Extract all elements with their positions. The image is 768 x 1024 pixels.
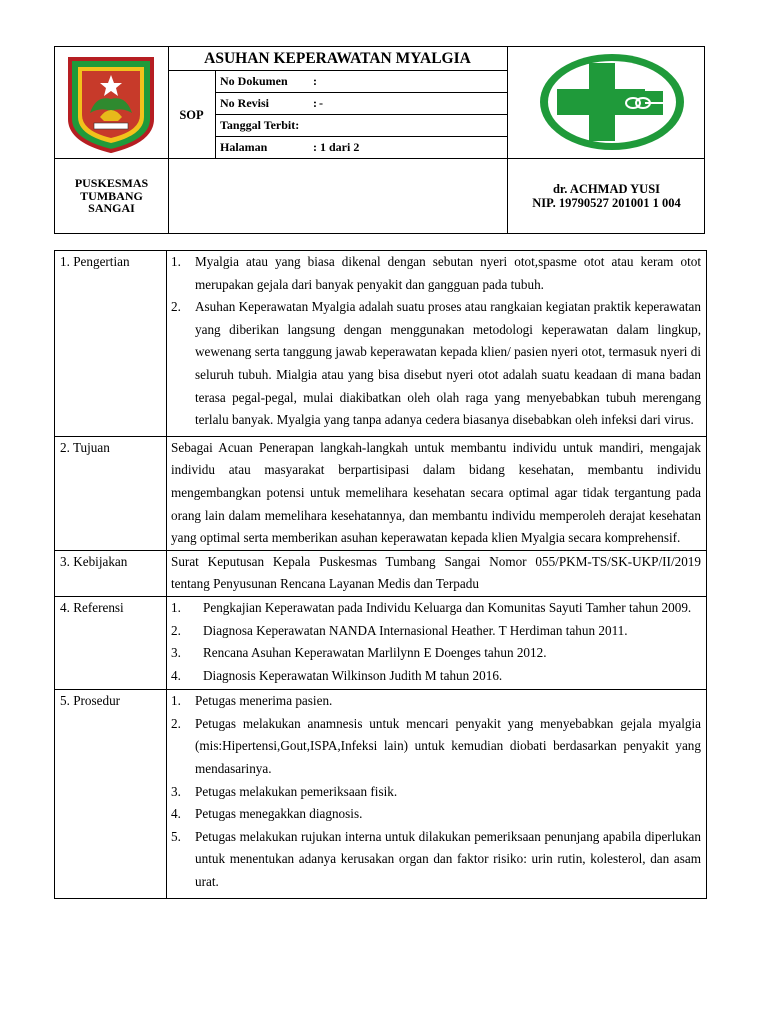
list-number: 2.	[171, 299, 181, 315]
section-label: 4. Referensi	[55, 596, 167, 689]
list-item	[171, 251, 701, 296]
list-number: 4.	[171, 667, 181, 683]
list-text: Asuhan Keperawatan Myalgia adalah suatu proses atau rangkaian kegiatan praktik keperawatan yang diberikan langsung dengan menggunakan metodologi keperawatan dalam lingkup, wewenang serta tanggung jawab keperawatan kepada klien/ pasien nyeri otot, termasuk nyeri di seluruh tubuh. Mialgia atau yang bisa disebut nyeri otot adalah suatu keadaan di mana badan terasa pegal-pegal, mulai diakibatkan oleh olah raga yang menyebabkan tubuh merengang terlalu banyak. Myalgia yang tanpa adanya cedera biasanya disebabkan oleh infeksi dari virus.	[195, 299, 701, 428]
header-divider	[168, 70, 507, 71]
list-text: Petugas menerima pasien.	[195, 693, 333, 709]
meta-label-no-dokumen: No Dokumen	[220, 74, 288, 88]
section-label: 2. Tujuan	[55, 436, 167, 550]
section-row-referensi	[55, 596, 707, 689]
list-text: Pengkajian Keperawatan pada Individu Keluarga dan Komunitas Sayuti Tamher tahun 2009.	[203, 599, 692, 615]
header-divider	[215, 136, 507, 137]
meta-sep: :	[313, 96, 317, 110]
list-item	[171, 665, 701, 688]
section-label: 3. Kebijakan	[55, 550, 167, 596]
list-text: Petugas menegakkan diagnosis.	[195, 806, 363, 822]
section-content	[167, 690, 707, 898]
list-text: Petugas melakukan rujukan interna untuk dilakukan pemeriksaan penunjang apabila diperlukan untuk menentukan adanya kerusakan organ dan faktor risiko: urin rutin, kolesterol, dan asam urat.	[195, 828, 701, 890]
header-divider	[215, 92, 507, 93]
list-text: Diagnosis Keperawatan Wilkinson Judith M tahun 2016.	[203, 667, 503, 683]
list-text: Petugas melakukan anamnesis untuk mencari penyakit yang menyebabkan gejala myalgia (mis:Hipertensi,Gout,ISPA,Infeksi lain) untuk kemudian diobati berdasarkan penyakit yang mendasarinya.	[195, 715, 701, 777]
list-number: 1.	[171, 693, 181, 709]
sop-label: SOP	[179, 108, 204, 122]
organization-line: TUMBANG	[80, 188, 143, 203]
list-item	[171, 620, 701, 643]
list-text: Rencana Asuhan Keperawatan Marlilynn E Doenges tahun 2012.	[203, 645, 547, 661]
meta-label-no-revisi: No Revisi	[220, 96, 269, 110]
list-number: 2.	[171, 622, 181, 638]
list-item	[171, 781, 701, 804]
list-number: 2.	[171, 715, 181, 731]
section-row-prosedur	[55, 690, 707, 898]
list-text: Diagnosa Keperawatan NANDA Internasional Heather. T Herdiman tahun 2011.	[203, 622, 628, 638]
section-row-kebijakan	[55, 550, 707, 596]
meta-sep: :	[313, 74, 317, 88]
sop-header-table	[54, 46, 705, 234]
list-item	[171, 642, 701, 665]
referensi-list	[171, 597, 701, 687]
list-text: Myalgia atau yang biasa dikenal dengan sebutan nyeri otot,spasme otot atau keram otot merupakan gejala dari banyak penyakit dan gangguan pada tubuh.	[195, 254, 701, 292]
section-content: Sebagai Acuan Penerapan langkah-langkah untuk membantu individu untuk mandiri, mengajak individu atau masyarakat berpartisipasi dalam bidang kesehatan, membantu individu mengembangkan potensi untuk memelihara kesehatan secara optimal agar tidak tergantung pada orang lain dalam memelihara kesehatannya, dan membantu individu memperoleh derajat kesehatan yang optimal serta memberikan asuhan keperawatan kepada klien Myalgia secara komprehensif.	[167, 436, 707, 550]
signer-nip: NIP. 19790527 201001 1 004	[532, 196, 681, 210]
list-number: 1.	[171, 599, 181, 615]
meta-label-tanggal-terbit: Tanggal Terbit:	[220, 118, 300, 132]
list-number: 4.	[171, 806, 181, 822]
list-number: 1.	[171, 254, 181, 269]
list-number: 5.	[171, 828, 181, 844]
meta-value-halaman: 1 dari 2	[320, 140, 360, 154]
section-row-pengertian	[55, 251, 707, 437]
pengertian-list	[171, 251, 701, 432]
document-title: ASUHAN KEPERAWATAN MYALGIA	[204, 50, 471, 67]
signer-block	[507, 182, 706, 210]
meta-value-no-revisi: -	[319, 96, 323, 110]
list-text: Petugas melakukan pemeriksaan fisik.	[195, 783, 398, 799]
list-item	[171, 826, 701, 894]
header-divider	[215, 71, 216, 159]
organization-line: PUSKESMAS	[74, 176, 149, 190]
section-content	[167, 596, 707, 689]
list-number: 3.	[171, 783, 181, 799]
list-item	[171, 803, 701, 826]
regional-emblem-icon	[66, 55, 156, 153]
header-divider	[55, 158, 704, 159]
section-content	[167, 251, 707, 437]
prosedur-list	[171, 690, 701, 893]
meta-label-halaman: Halaman	[220, 140, 268, 154]
list-item	[171, 597, 701, 620]
section-label: 5. Prosedur	[55, 690, 167, 898]
section-row-tujuan	[55, 436, 707, 550]
organization-line: SANGAI	[88, 201, 135, 215]
meta-sep: :	[313, 140, 317, 154]
list-item	[171, 296, 701, 432]
list-item	[171, 690, 701, 713]
header-divider	[215, 114, 507, 115]
list-item	[171, 713, 701, 781]
signer-name: dr. ACHMAD YUSI	[552, 182, 661, 196]
organization-name	[55, 177, 168, 215]
section-content: Surat Keputusan Kepala Puskesmas Tumbang Sangai Nomor 055/PKM-TS/SK-UKP/II/2019 tentang Penyusunan Rencana Layanan Medis dan Terpadu	[167, 550, 707, 596]
puskesmas-cross-logo-icon	[537, 51, 687, 153]
list-number: 3.	[171, 645, 181, 661]
sop-content-table	[54, 250, 707, 899]
section-label: 1. Pengertian	[55, 251, 167, 437]
